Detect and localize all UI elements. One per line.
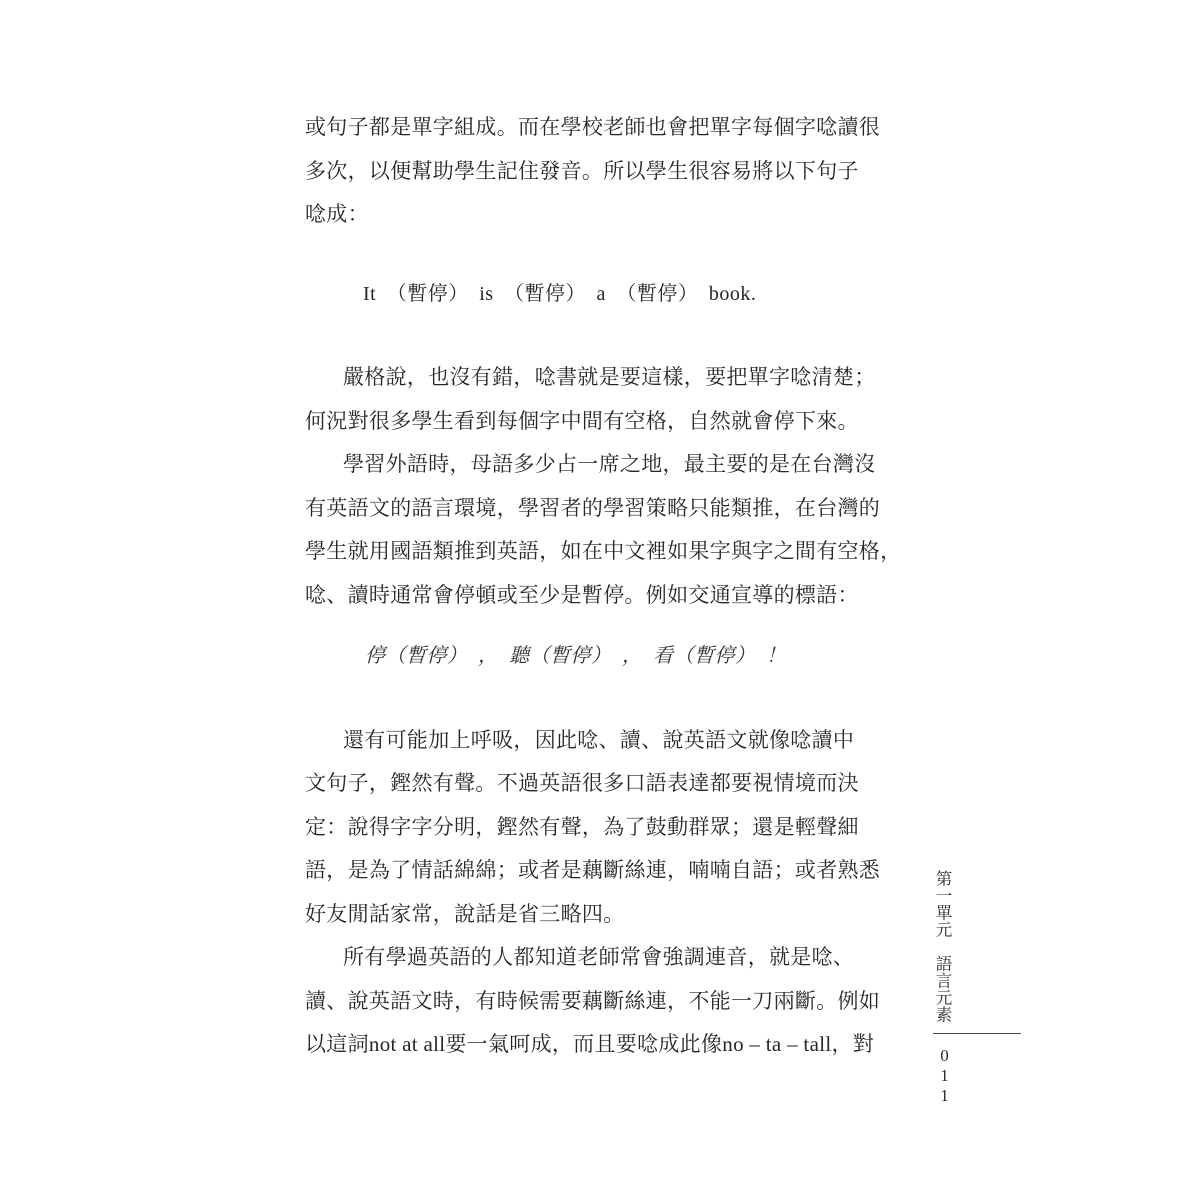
- page-margin-info: [933, 870, 1021, 1106]
- text-line: 好友閒話家常，說話是省三略四。: [305, 901, 625, 926]
- text-line: 嚴格說，也沒有錯，唸書就是要這樣，要把單字唸清楚；: [343, 365, 876, 389]
- text-line: 所有學過英語的人都知道老師常會強調連音，就是唸、: [343, 945, 855, 969]
- paragraph-continued: [305, 106, 883, 237]
- text-line: 文句子，鏗然有聲。不過英語很多口語表達都要視情境而決: [305, 771, 859, 795]
- text-line: 唸成：: [305, 202, 369, 226]
- page-number-divider: [933, 1033, 1021, 1034]
- text-line: 多次，以便幫助學生記住發音。所以學生很容易將以下句子: [305, 158, 859, 183]
- text-line: 語，是為了情話綿綿；或者是藕斷絲連，喃喃自語；或者熟悉: [305, 858, 881, 882]
- text-line: 定：說得字字分明，鏗然有聲，為了鼓動群眾；還是輕聲細: [305, 814, 859, 839]
- page-number: 011: [935, 1046, 954, 1106]
- paragraph: [305, 356, 883, 443]
- text-line: 學生就用國語類推到英語，如在中文裡如果字與字之間有空格，: [305, 539, 902, 563]
- text-line: 何況對很多學生看到每個字中間有空格，自然就會停下來。: [305, 408, 859, 433]
- text-line: 唸、讀時通常會停頓或至少是暫停。例如交通宣導的標語：: [305, 582, 859, 607]
- text-line: 讀、說英語文時，有時候需要藕斷絲連，不能一刀兩斷。例如: [305, 988, 881, 1013]
- paragraph: [305, 719, 883, 937]
- text-line: 有英語文的語言環境，學習者的學習策略只能類推，在台灣的: [305, 495, 881, 520]
- text-line: 還有可能加上呼吸，因此唸、讀、說英語文就像唸讀中: [343, 727, 855, 752]
- text-line: 以這詞not at all要一氣呵成，而且要唸成此像no – ta – tall，對: [305, 1032, 875, 1056]
- text-line: 或句子都是單字組成。而在學校老師也會把單字每個字唸讀很: [305, 115, 881, 139]
- example-sentence-english: It （暫停） is （暫停） a （暫停） book.: [363, 282, 757, 305]
- paragraph: [305, 936, 883, 1067]
- example-sentence-slogan: 停（暫停） ， 聽（暫停） ， 看（暫停） ！: [365, 645, 787, 667]
- chapter-title-vertical: 第一單元 語言元素: [933, 870, 952, 1023]
- main-text-column: [305, 106, 902, 1067]
- text-line: 學習外語時，母語多少占一席之地，最主要的是在台灣沒: [343, 452, 876, 476]
- paragraph: [305, 443, 902, 617]
